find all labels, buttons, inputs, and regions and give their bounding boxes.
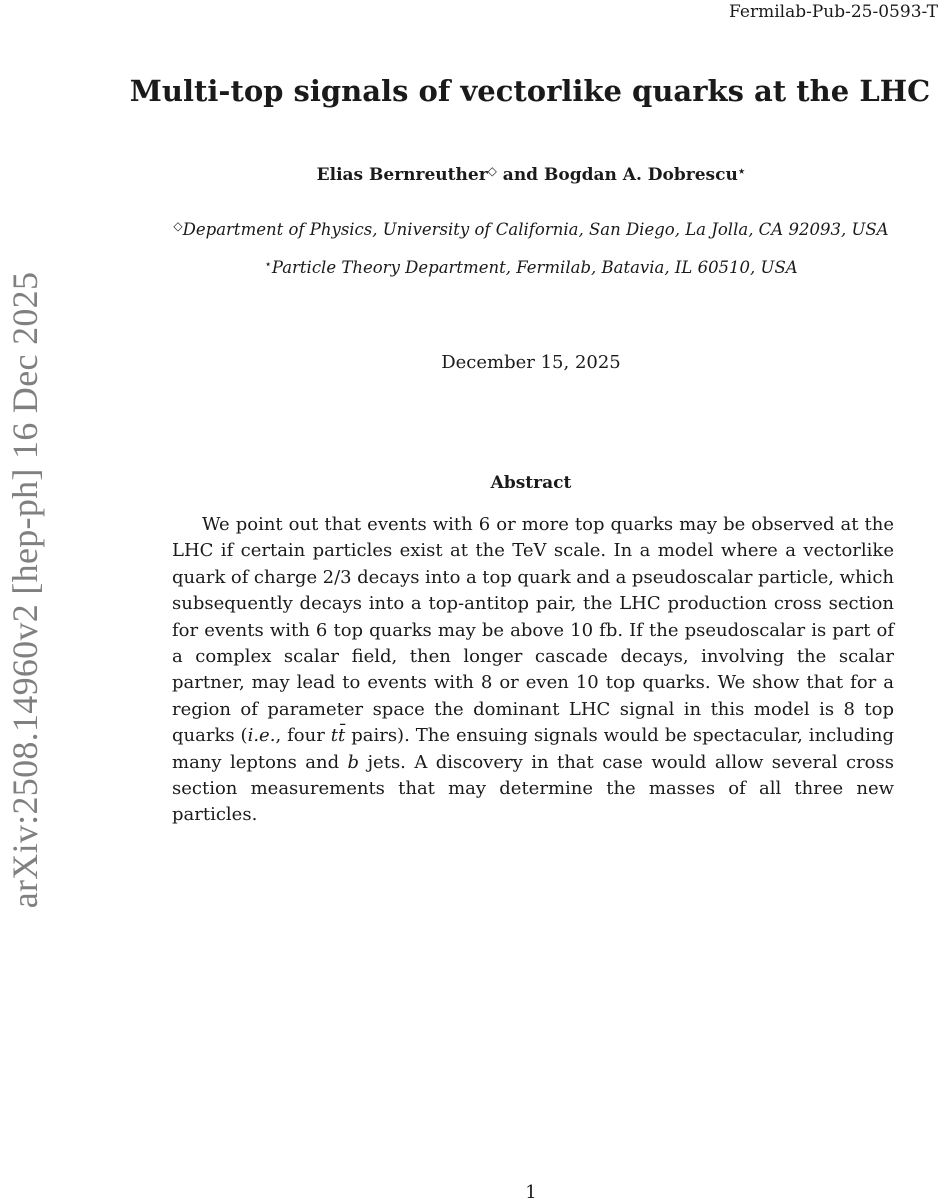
page-number: 1 [525, 1182, 537, 1203]
abstract-body [172, 512, 894, 829]
report-number: Fermilab-Pub-25-0593-T [729, 2, 938, 22]
publication-date: December 15, 2025 [441, 352, 621, 373]
author-line [100, 164, 946, 185]
affiliation-mark: ◇ [487, 164, 497, 178]
affiliation-mark: ◇ [173, 219, 183, 233]
affiliation-mark: ⋆ [737, 164, 746, 178]
affiliation [100, 219, 946, 239]
affiliation-text: Department of Physics, University of California, San Diego, La Jolla, CA 92093, USA [182, 220, 889, 239]
abstract-text: pairs). The ensuing signals would be spectacular, including many leptons and [172, 725, 894, 773]
abstract-text: We point out that events with 6 or more top quarks may be observed at the LHC if certain particles exist at the TeV scale. In a model where a vectorlike quark of charge 2/3 decays into a top quark and a pseudoscalar particle, which subsequently decays into a top-antitop pair, the LHC production cross section for events with 6 top quarks may be above 10 fb. If the pseudoscalar is part of a complex scalar field, then longer cascade decays, involving the scalar partner, may lead to events with 8 or even 10 top quarks. We show that for a region of parameter space the dominant LHC signal in this model is 8 top quarks ( [172, 514, 894, 747]
abstract-text: jets. A discovery in that case would allow several cross section measurements that may determine the masses of all three new particles. [172, 751, 894, 826]
abstract-italic: i.e. [247, 725, 276, 747]
abstract-text: , four [275, 725, 331, 747]
arxiv-stamp: arXiv:2508.14960v2 [hep-ph] 16 Dec 2025 [5, 271, 45, 909]
abstract-math: b [347, 751, 360, 773]
affiliation-text: Particle Theory Department, Fermilab, Batavia, IL 60510, USA [271, 258, 798, 277]
paper-title: Multi-top signals of vectorlike quarks at the LHC [129, 74, 931, 108]
abstract-heading: Abstract [490, 473, 572, 493]
author-name: Bogdan A. Dobrescu [544, 165, 738, 185]
author-conjunction: and [496, 165, 544, 185]
affiliation [100, 257, 946, 277]
author-name: Elias Bernreuther [316, 165, 488, 185]
affiliation-mark: ⋆ [264, 257, 272, 271]
abstract-math: tt̄ [330, 725, 346, 747]
